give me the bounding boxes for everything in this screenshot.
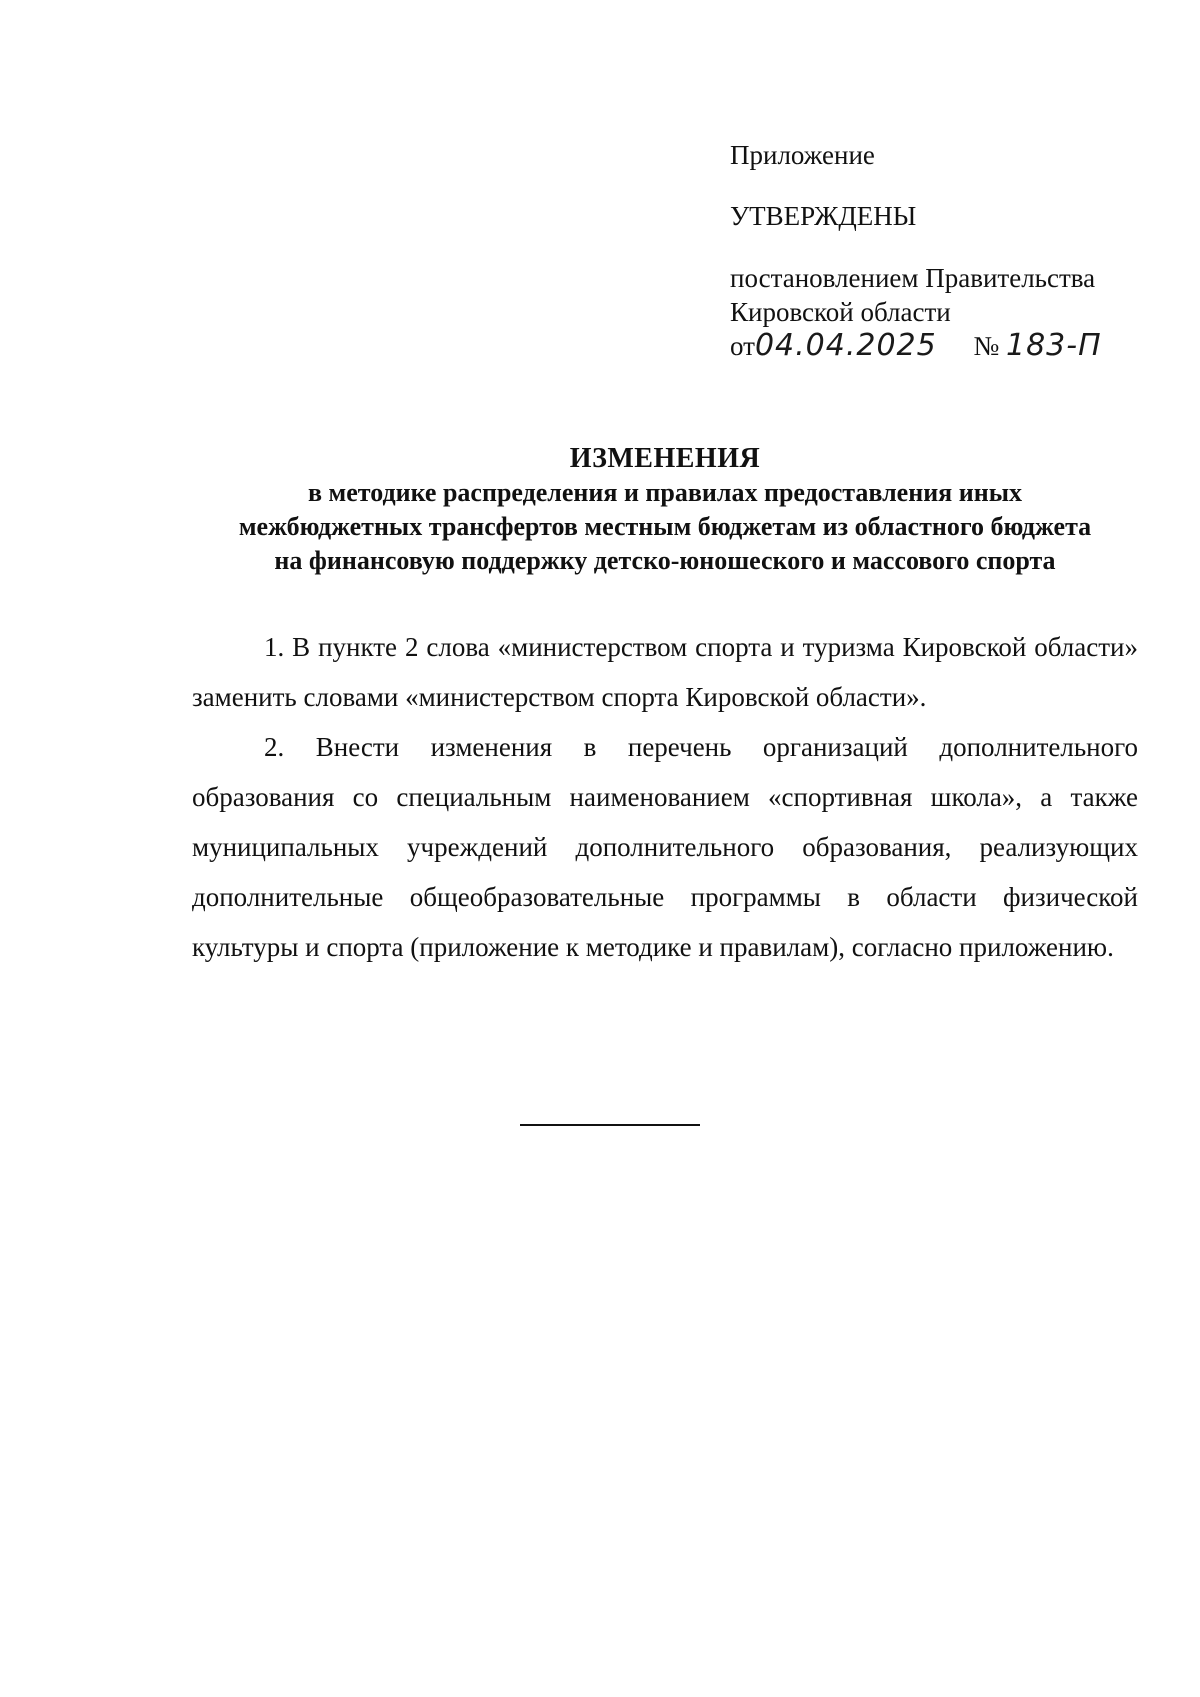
end-separator-line	[520, 1124, 700, 1126]
paragraph-1: 1. В пункте 2 слова «министерством спорта и туризма Кировской области» заменить словами «министерством спорта Кировской области».	[192, 632, 1138, 712]
approval-block	[730, 138, 1150, 363]
date-prefix: от	[730, 331, 755, 361]
handwritten-number: 183-П	[1006, 328, 1102, 363]
document-body	[192, 622, 1138, 972]
title-line-2: межбюджетных трансфертов местным бюджетам из областного бюджета	[238, 512, 1092, 541]
approved-label: УТВЕРЖДЕНЫ	[730, 201, 917, 231]
decree-date-number	[730, 329, 1150, 363]
title-line-3: на финансовую поддержку детско-юношеского и массового спорта	[274, 546, 1056, 575]
paragraph-2: 2. Внести изменения в перечень организаций дополнительного образования со специальным наименованием «спортивная школа», а также муниципальных учреждений дополнительного образования, реализующих дополнительные общеобразовательные программы в области физической культуры и спорта (приложение к методике и правилам), согласно приложению.	[192, 732, 1138, 962]
decree-line-2: Кировской области	[730, 297, 951, 327]
handwritten-date: 04.04.2025	[754, 328, 937, 363]
number-label: №	[973, 331, 1000, 361]
title-line-1: в методике распределения и правилах предоставления иных	[307, 478, 1023, 507]
title-heading: ИЗМЕНЕНИЯ	[569, 443, 761, 474]
decree-line-1: постановлением Правительства	[730, 263, 1096, 293]
document-title	[120, 442, 1200, 578]
appendix-label: Приложение	[730, 140, 875, 170]
